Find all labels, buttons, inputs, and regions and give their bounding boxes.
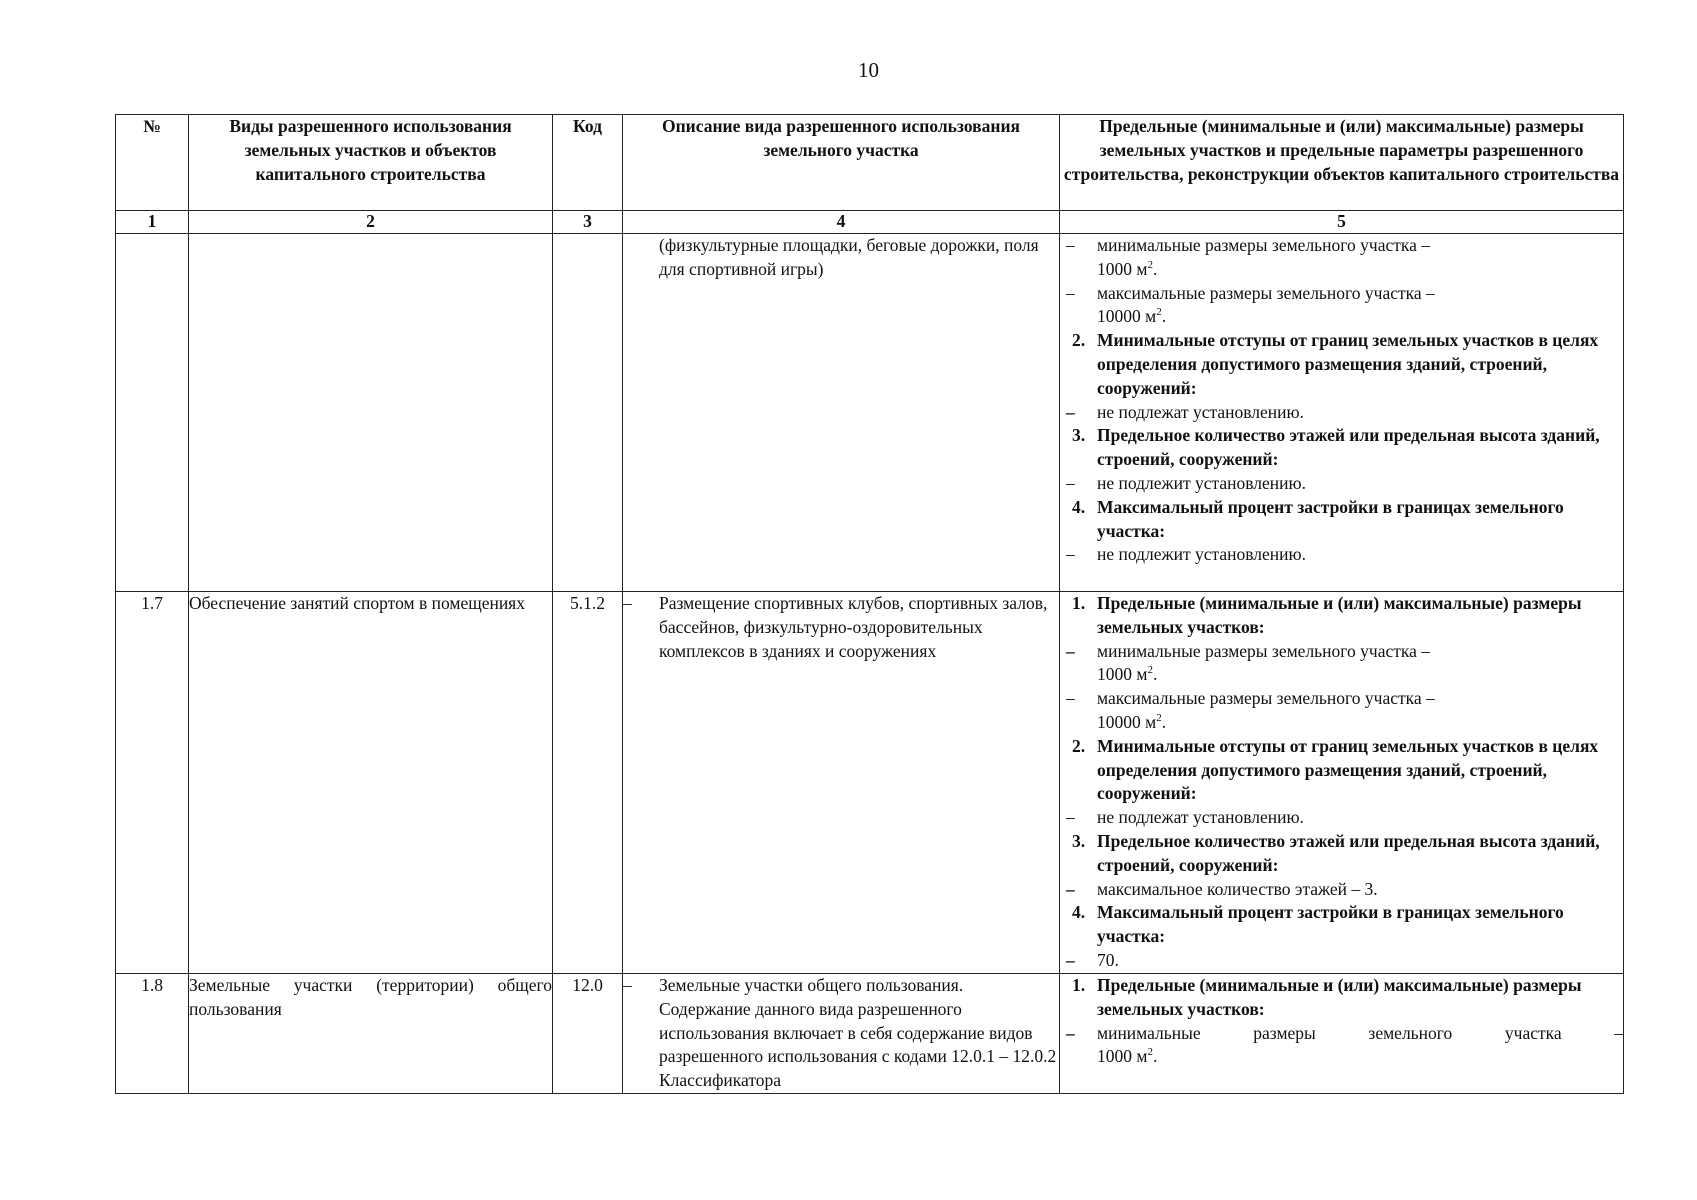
parameter-text: Предельные (минимальные и (или) максимальные) размеры земельных участков: bbox=[1097, 593, 1582, 637]
area-number: 10000 м bbox=[1097, 306, 1157, 327]
dash-marker: – bbox=[1066, 688, 1075, 709]
use-description bbox=[623, 592, 1060, 974]
table-row bbox=[116, 592, 1624, 974]
use-description bbox=[623, 974, 1060, 1094]
header-code: Код bbox=[553, 115, 623, 211]
use-type-name bbox=[189, 234, 553, 592]
description-text: Размещение спортивных клубов, спортивных залов, бассейнов, физкультурно-оздоровительных комплексов в зданиях и сооружениях bbox=[659, 593, 1048, 661]
header-use-types: Виды разрешенного использования земельных участков и объектов капитального строительства bbox=[189, 115, 553, 211]
parameter-value bbox=[1060, 806, 1623, 830]
column-number: 1 bbox=[116, 211, 189, 234]
parameter-value bbox=[1060, 472, 1623, 496]
area-number: 1000 м bbox=[1097, 664, 1148, 685]
area-value bbox=[1097, 663, 1623, 687]
parameter-text: не подлежат установлению. bbox=[1097, 401, 1304, 422]
dash-marker: – bbox=[1066, 235, 1075, 255]
parameter-text: максимальные размеры земельного участка – bbox=[1097, 282, 1435, 303]
area-unit-power: 2 bbox=[1147, 258, 1153, 271]
parameter-text: не подлежит установлению. bbox=[1097, 472, 1306, 493]
parameter-text: 70. bbox=[1097, 949, 1119, 970]
dash-marker: – bbox=[1066, 472, 1075, 493]
parameter-heading bbox=[1060, 424, 1623, 472]
item-number: 2. bbox=[1072, 735, 1086, 756]
item-number: 3. bbox=[1072, 425, 1086, 446]
parameter-value bbox=[1060, 640, 1623, 688]
row-number: 1.8 bbox=[116, 974, 189, 1094]
parameter-value bbox=[1060, 878, 1623, 902]
column-number: 4 bbox=[623, 211, 1060, 234]
dash-marker: – bbox=[1066, 1022, 1075, 1043]
parameter-heading bbox=[1060, 329, 1623, 400]
dash-marker: – bbox=[623, 975, 632, 995]
table-header-row bbox=[116, 115, 1624, 211]
area-tail: . bbox=[1152, 1046, 1158, 1067]
column-number: 3 bbox=[553, 211, 623, 234]
dash-marker: – bbox=[1066, 807, 1075, 828]
parameter-text: Максимальный процент застройки в границах земельного участка: bbox=[1097, 902, 1564, 947]
column-number: 2 bbox=[189, 211, 553, 234]
column-number: 5 bbox=[1060, 211, 1624, 234]
parameter-text: минимальные размеры земельного участка – bbox=[1097, 640, 1431, 661]
row-number bbox=[116, 234, 189, 592]
parameter-heading bbox=[1060, 496, 1623, 544]
area-number: 1000 м bbox=[1097, 258, 1148, 279]
area-unit-power: 2 bbox=[1156, 711, 1162, 724]
parameter-value bbox=[1060, 543, 1623, 567]
description-item bbox=[623, 234, 1059, 282]
area-value bbox=[1097, 711, 1623, 735]
parameter-heading bbox=[1060, 735, 1623, 806]
parameters-cell bbox=[1060, 234, 1624, 592]
parameter-text: минимальные размеры земельного участка – bbox=[1097, 1022, 1623, 1043]
parameter-text: Минимальные отступы от границ земельных участков в целях определения допустимого размещения зданий, строений, сооружений: bbox=[1097, 735, 1599, 804]
parameter-value bbox=[1060, 1022, 1623, 1070]
table-row bbox=[116, 974, 1624, 1094]
use-code: 5.1.2 bbox=[553, 592, 623, 974]
use-code: 12.0 bbox=[553, 974, 623, 1094]
land-use-table bbox=[115, 114, 1624, 1094]
dash-marker: – bbox=[623, 593, 632, 613]
parameter-text: Минимальные отступы от границ земельных участков в целях определения допустимого размещения зданий, строений, сооружений: bbox=[1097, 330, 1599, 398]
area-unit-power: 2 bbox=[1147, 664, 1153, 677]
description-item bbox=[623, 592, 1059, 663]
parameter-text: Предельное количество этажей или предельная высота зданий, строений, сооружений: bbox=[1097, 425, 1600, 470]
parameters-cell bbox=[1060, 592, 1624, 974]
parameter-heading bbox=[1060, 974, 1623, 1022]
dash-marker: – bbox=[1066, 401, 1075, 422]
item-number: 4. bbox=[1072, 496, 1086, 517]
parameters-cell bbox=[1060, 974, 1624, 1094]
parameter-value bbox=[1060, 282, 1623, 330]
description-text: (физкультурные площадки, беговые дорожки, поля для спортивной игры) bbox=[659, 235, 1039, 279]
parameter-text: Предельные (минимальные и (или) максимальные) размеры земельных участков: bbox=[1097, 975, 1582, 1019]
use-type-name: Обеспечение занятий спортом в помещениях bbox=[189, 592, 553, 974]
item-number: 1. bbox=[1072, 593, 1086, 613]
area-number: 1000 м bbox=[1097, 1046, 1148, 1067]
area-value bbox=[1097, 1045, 1623, 1069]
parameter-value bbox=[1060, 234, 1623, 282]
dash-marker: – bbox=[1066, 878, 1075, 899]
dash-marker: – bbox=[1066, 544, 1075, 565]
parameter-heading bbox=[1060, 830, 1623, 878]
parameter-heading bbox=[1060, 901, 1623, 949]
use-description bbox=[623, 234, 1060, 592]
parameter-heading bbox=[1060, 592, 1623, 640]
area-number: 10000 м bbox=[1097, 711, 1157, 732]
description-item bbox=[623, 974, 1059, 1093]
parameter-text: максимальное количество этажей – 3. bbox=[1097, 878, 1378, 899]
area-value bbox=[1097, 305, 1623, 329]
parameter-text: не подлежит установлению. bbox=[1097, 544, 1306, 565]
area-tail: . bbox=[1161, 711, 1167, 732]
parameter-text: минимальные размеры земельного участка – bbox=[1097, 235, 1431, 255]
item-number: 2. bbox=[1072, 330, 1086, 351]
page-number: 10 bbox=[858, 58, 879, 82]
parameter-value bbox=[1060, 401, 1623, 425]
area-unit-power: 2 bbox=[1147, 1046, 1153, 1059]
item-number: 1. bbox=[1072, 975, 1086, 995]
row-number: 1.7 bbox=[116, 592, 189, 974]
parameter-text: максимальные размеры земельного участка – bbox=[1097, 688, 1435, 709]
area-value bbox=[1097, 258, 1623, 282]
parameter-value bbox=[1060, 949, 1623, 973]
header-parameters: Предельные (минимальные и (или) максимальные) размеры земельных участков и предельные параметры разрешенного строительства, реконструкции объектов капитального строительства bbox=[1060, 115, 1624, 211]
header-description: Описание вида разрешенного использования земельного участка bbox=[623, 115, 1060, 211]
use-code bbox=[553, 234, 623, 592]
dash-marker: – bbox=[1066, 949, 1075, 970]
area-unit-power: 2 bbox=[1156, 306, 1162, 319]
dash-marker: – bbox=[1066, 640, 1075, 661]
parameter-text: не подлежат установлению. bbox=[1097, 807, 1304, 828]
table-row bbox=[116, 234, 1624, 592]
parameter-value bbox=[1060, 687, 1623, 735]
parameter-text: Максимальный процент застройки в границах земельного участка: bbox=[1097, 496, 1564, 541]
area-tail: . bbox=[1161, 306, 1167, 327]
use-type-name: Земельные участки (территории) общего пользования bbox=[189, 974, 553, 1094]
column-numbers-row bbox=[116, 211, 1624, 234]
description-text: Земельные участки общего пользования. Содержание данного вида разрешенного использования включает в себя содержание видов разрешенного использования с кодами 12.0.1 – 12.0.2 Классификатора bbox=[659, 975, 1057, 1091]
header-number: № bbox=[116, 115, 189, 211]
area-tail: . bbox=[1152, 664, 1158, 685]
parameter-text: Предельное количество этажей или предельная высота зданий, строений, сооружений: bbox=[1097, 830, 1600, 875]
area-tail: . bbox=[1152, 258, 1158, 279]
dash-marker: – bbox=[1066, 282, 1075, 303]
item-number: 3. bbox=[1072, 830, 1086, 851]
item-number: 4. bbox=[1072, 902, 1086, 923]
